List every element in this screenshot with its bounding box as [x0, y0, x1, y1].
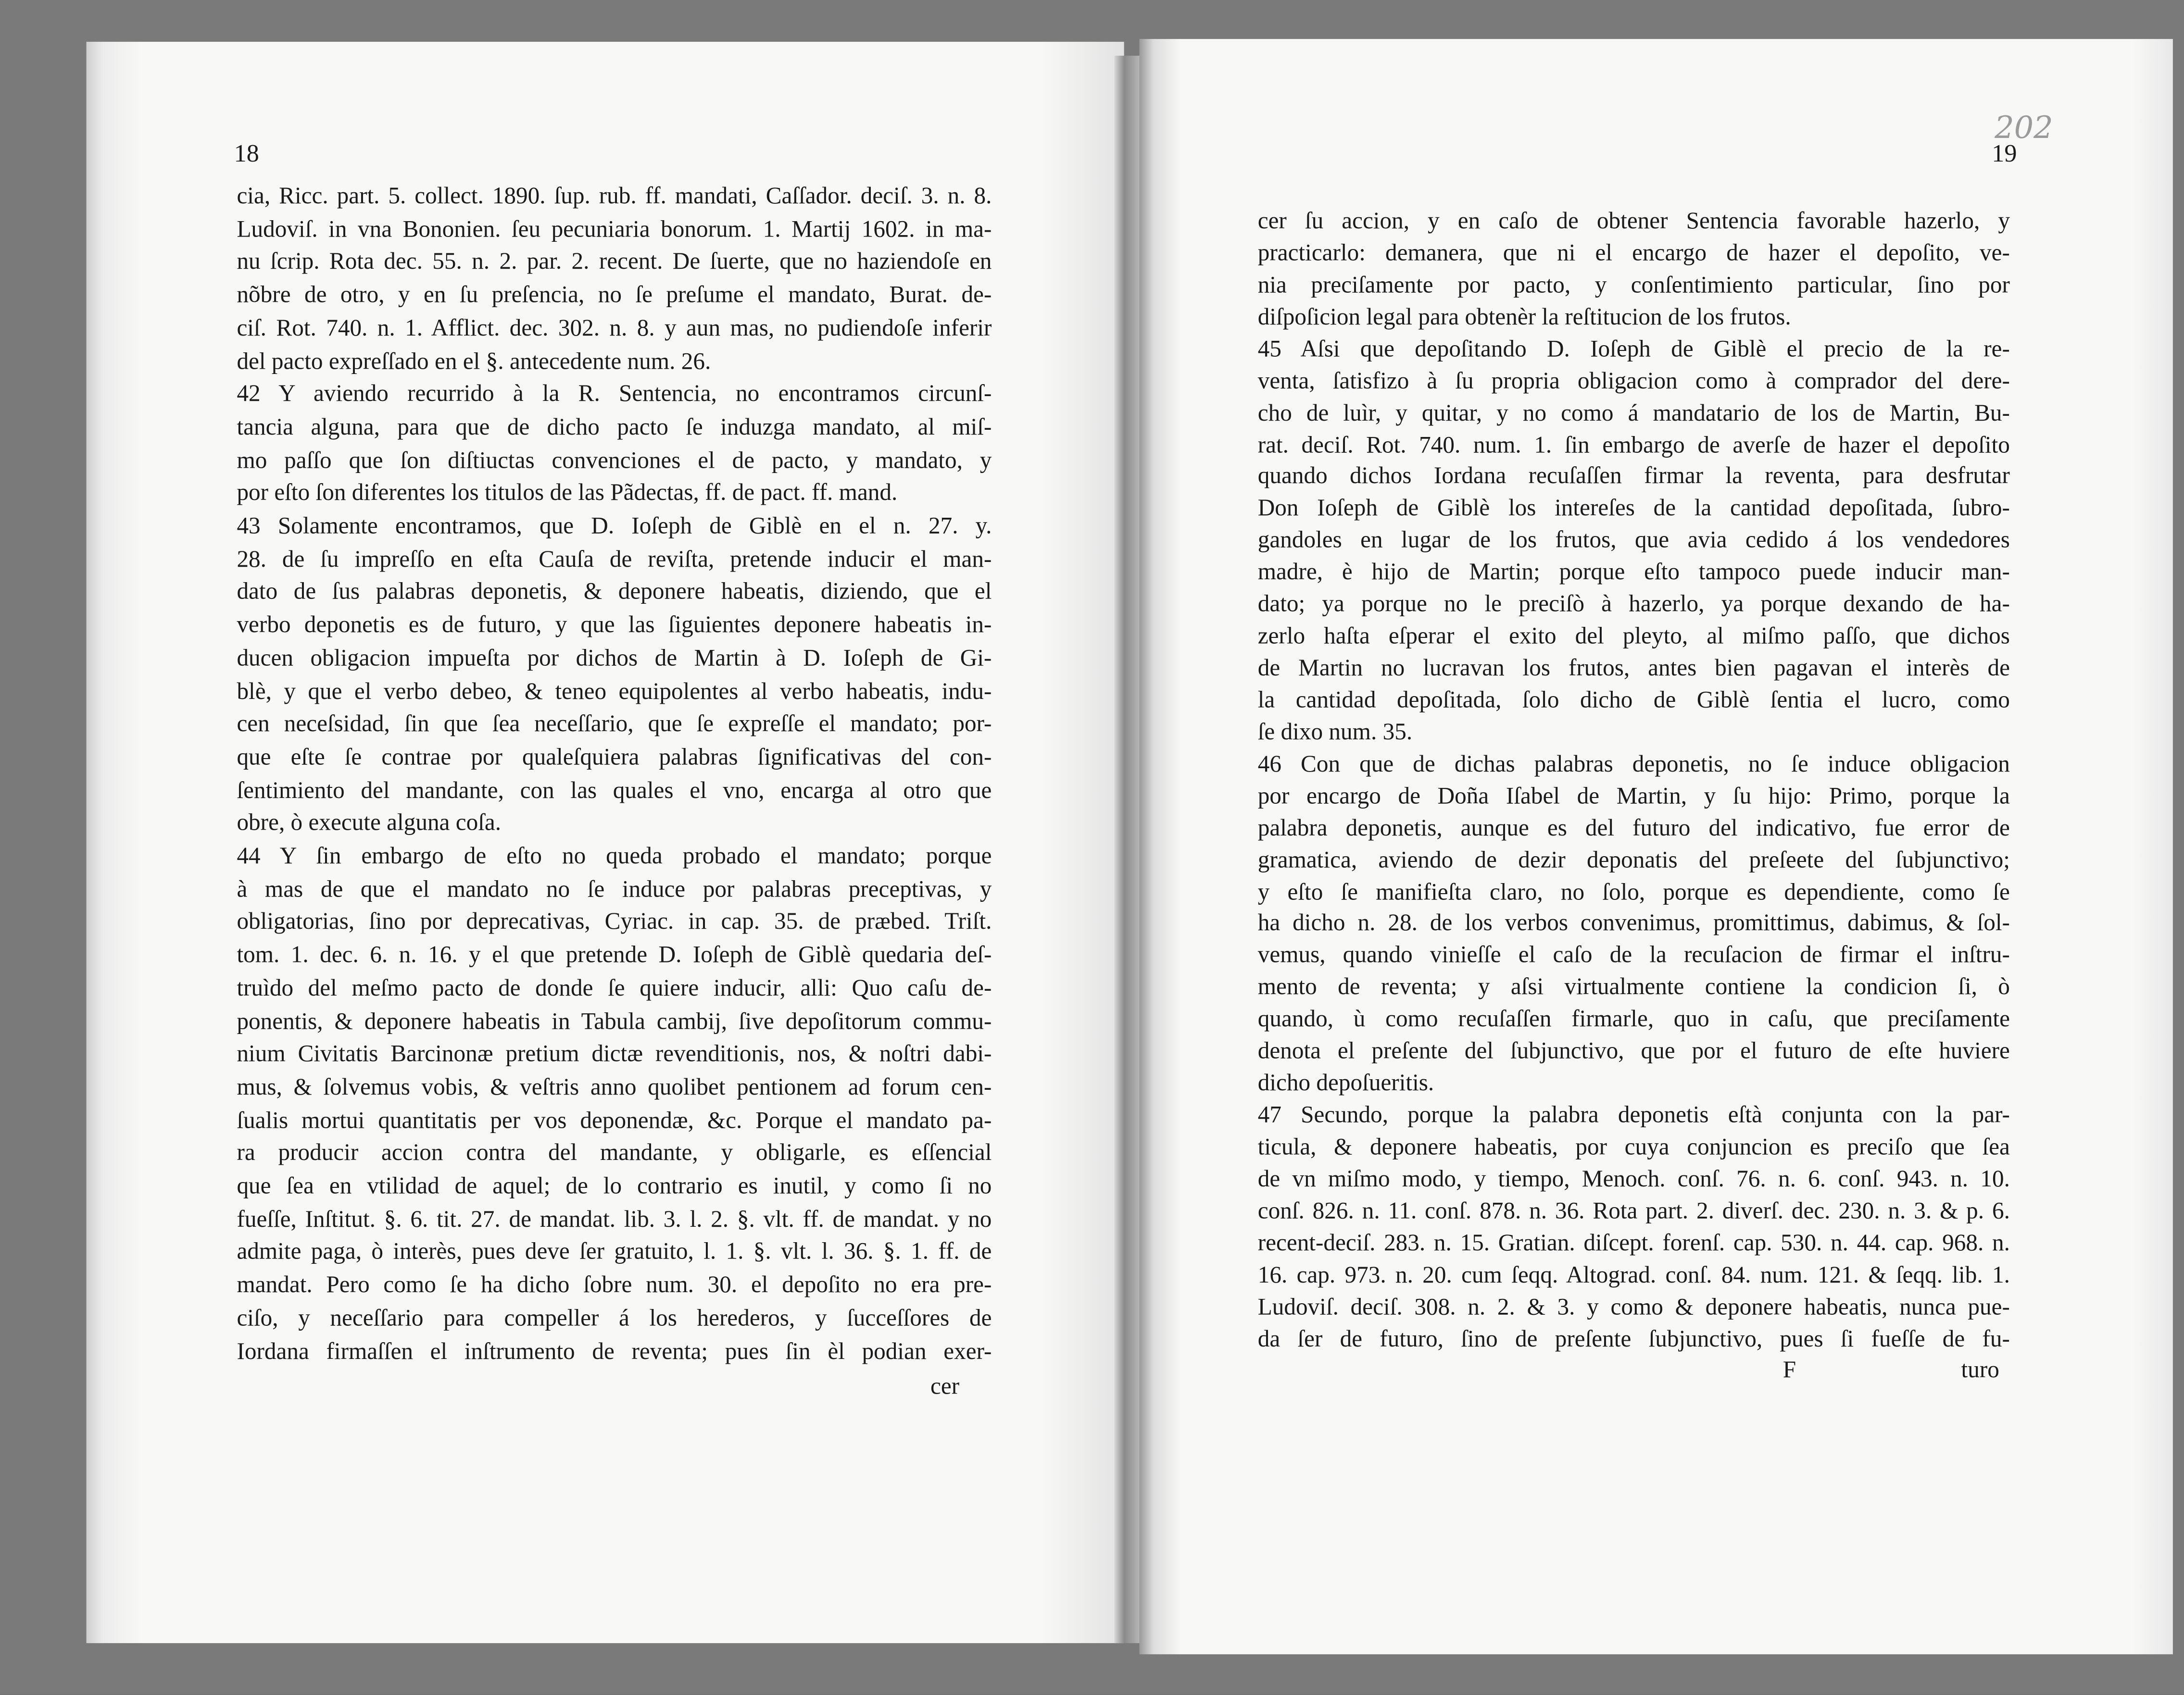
text-line: truìdo del meſmo pacto de donde ſe quiere inducir, alli: Quo caſu de-	[237, 974, 992, 1001]
book-gutter	[1114, 56, 1139, 1643]
text-line: cen neceſsidad, ſin que ſea neceſſario, que ſe expreſſe el mandato; por-	[237, 710, 992, 737]
text-line: ducen obligacion impueſta por dichos de Martin à D. Ioſeph de Gi-	[237, 644, 992, 671]
text-line: nia preciſamente por pacto, y conſentimiento particular, ſino por	[1257, 271, 2010, 298]
text-line: 46 Con que de dichas palabras deponetis, no ſe induce obligacion	[1257, 750, 2010, 777]
text-line: mus, & ſolvemus vobis, & veſtris anno quolibet pentionem ad forum cen-	[237, 1073, 992, 1100]
text-line: ra producir accion contra del mandante, y obligarle, es eſſencial	[237, 1139, 992, 1166]
text-line: ciſo, y neceſſario para compeller á los herederos, y ſucceſſores de	[237, 1304, 992, 1331]
text-line: tancia alguna, para que de dicho pacto ſe induzga mandato, al miſ-	[237, 413, 992, 440]
left-catchword: cer	[930, 1373, 960, 1400]
text-line: la cantidad depoſitada, ſolo dicho de Giblè ſentia el lucro, como	[1257, 686, 2010, 713]
text-line: mento de reventa; y aſsi virtualmente contiene la condicion ſi, ò	[1257, 973, 2010, 1000]
text-line: vemus, quando vinieſſe el caſo de la recuſacion de firmar el inſtru-	[1257, 942, 2010, 969]
text-line: denota el preſente del ſubjunctivo, que por el futuro de eſte huviere	[1257, 1037, 2010, 1064]
text-line: nõbre de otro, y en ſu preſencia, no ſe preſume el mandato, Burat. de-	[237, 281, 992, 308]
text-line: Ludoviſ. deciſ. 308. n. 2. & 3. y como & deponere habeatis, nunca pue-	[1257, 1293, 2010, 1320]
text-line: 42 Y aviendo recurrido à la R. Sentencia, no encontramos circunſ-	[237, 380, 992, 407]
text-line: que ſea en vtilidad de aquel; de lo contrario es inutil, y como ſi no	[237, 1172, 992, 1199]
text-line: venta, ſatisfizo à ſu propria obligacion como à comprador del dere-	[1257, 367, 2010, 394]
text-line: nium Civitatis Barcinonæ pretium dictæ revenditionis, nos, & noſtri dabi-	[237, 1040, 992, 1067]
text-line: y eſto ſe manifieſta claro, no ſolo, porque es dependiente, como ſe	[1257, 878, 2010, 905]
text-line: ciſ. Rot. 740. n. 1. Afflict. dec. 302. n. 8. y aun mas, no pudiendoſe inferir	[237, 314, 992, 341]
text-line: mandat. Pero como ſe ha dicho ſobre num. 30. el depoſito no era pre-	[237, 1271, 992, 1298]
text-line: ſe dixo num. 35.	[1257, 718, 1413, 745]
text-line: diſpoſicion legal para obtenèr la reſtitucion de los frutos.	[1257, 303, 1791, 330]
text-line: zerlo haſta eſperar el exito del pleyto, al miſmo paſſo, que dichos	[1257, 623, 2010, 649]
text-line: ſualis mortui quantitatis per vos deponendæ, &c. Porque el mandato pa-	[237, 1106, 992, 1133]
text-line: del pacto expreſſado en el §. antecedente num. 26.	[237, 347, 711, 374]
text-line: Iordana firmaſſen el inſtrumento de reventa; pues ſin èl podian exer-	[237, 1337, 992, 1364]
text-line: gramatica, aviendo de dezir deponatis del preſeete del ſubjunctivo;	[1257, 846, 2010, 873]
text-line: ticula, & deponere habeatis, por cuya conjuncion es preciſo que ſea	[1257, 1133, 2010, 1160]
signature-mark: F	[1782, 1356, 1796, 1383]
text-line: quando dichos Iordana recuſaſſen firmar la reventa, para desfrutar	[1257, 462, 2010, 490]
text-line: conſ. 826. n. 11. conſ. 878. n. 36. Rota part. 2. diverſ. dec. 230. n. 3. & p. 6.	[1257, 1197, 2010, 1224]
right-catchword: turo	[1961, 1356, 1999, 1383]
text-line: verbo deponetis es de futuro, y que las ſiguientes deponere habeatis in-	[237, 611, 992, 638]
text-line: obre, ò execute alguna coſa.	[237, 809, 502, 836]
text-line: 43 Solamente encontramos, que D. Ioſeph de Giblè en el n. 27. y.	[237, 512, 992, 539]
text-line: por eſto ſon diferentes los titulos de las Pãdectas, ff. de pact. ff. mand.	[237, 479, 898, 506]
text-line: mo paſſo que ſon diſtiuctas convenciones el de pacto, y mandato, y	[237, 446, 992, 473]
text-line: madre, è hijo de Martin; porque eſto tampoco puede inducir man-	[1257, 559, 2010, 586]
right-page-number: 19	[1992, 139, 2017, 167]
text-line: dato de ſus palabras deponetis, & deponere habeatis, diziendo, que el	[237, 578, 992, 605]
text-line: nu ſcrip. Rota dec. 55. n. 2. par. 2. recent. De ſuerte, que no haziendoſe en	[237, 248, 992, 275]
left-page-number: 18	[234, 139, 259, 167]
text-line: 16. cap. 973. n. 20. cum ſeqq. Altograd. conſ. 84. num. 121. & ſeqq. lib. 1.	[1257, 1261, 2010, 1288]
text-line: recent-deciſ. 283. n. 15. Gratian. diſcept. forenſ. cap. 530. n. 44. cap. 968. n.	[1257, 1229, 2010, 1256]
text-line: dato; ya porque no le preciſò à hazerlo, ya porque dexando de ha-	[1257, 590, 2010, 617]
text-line: ſentimiento del mandante, con las quales el vno, encarga al otro que	[237, 776, 992, 803]
text-line: dicho depoſueritis.	[1257, 1069, 1434, 1097]
text-line: 47 Secundo, porque la palabra deponetis eſtà conjunta con la par-	[1257, 1101, 2010, 1128]
text-line: admite paga, ò interès, pues deve ſer gratuito, l. 1. §. vlt. l. 36. §. 1. ff. de	[237, 1238, 992, 1265]
text-line: cia, Ricc. part. 5. collect. 1890. ſup. rub. ff. mandati, Caſſador. deciſ. 3. n. 8.	[237, 182, 992, 209]
text-line: rat. deciſ. Rot. 740. num. 1. ſin embargo de averſe de hazer el depoſito	[1257, 431, 2010, 458]
text-line: fueſſe, Inſtitut. §. 6. tit. 27. de mandat. lib. 3. l. 2. §. vlt. ff. de mandat. y no	[237, 1205, 992, 1232]
text-line: Ludoviſ. in vna Bononien. ſeu pecuniaria bonorum. 1. Martij 1602. in ma-	[237, 215, 992, 242]
text-line: palabra deponetis, aunque es del futuro del indicativo, fue error de	[1257, 814, 2010, 841]
text-line: quando, ù como recuſaſſen firmarle, quo in caſu, que preciſamente	[1257, 1006, 2010, 1033]
handwritten-folio-number: 202	[1995, 111, 2053, 147]
text-line: à mas de que el mandato no ſe induce por palabras preceptivas, y	[237, 875, 992, 902]
text-line: 44 Y ſin embargo de eſto no queda probado el mandato; porque	[237, 842, 992, 869]
text-line: ha dicho n. 28. de los verbos convenimus, promittimus, dabimus, & ſol-	[1257, 910, 2010, 936]
text-line: obligatorias, ſino por deprecativas, Cyriac. in cap. 35. de præbed. Triſt.	[237, 908, 992, 935]
text-line: practicarlo: demanera, que ni el encargo de hazer el depoſito, ve-	[1257, 239, 2010, 266]
text-line: cer ſu accion, y en caſo de obtener Sentencia favorable hazerlo, y	[1257, 207, 2010, 234]
text-line: Don Ioſeph de Giblè los intereſes de la cantidad depoſitada, ſubro-	[1257, 495, 2010, 522]
text-line: 45 Aſsi que depoſitando D. Ioſeph de Giblè el precio de la re-	[1257, 335, 2010, 362]
text-line: gandoles en lugar de los frutos, que avia cedido á los vendedores	[1257, 526, 2010, 553]
text-line: cho de luìr, y quitar, y no como á mandatario de los de Martin, Bu-	[1257, 399, 2010, 426]
text-line: da ſer de futuro, ſino de preſente ſubjunctivo, pues ſi fueſſe de fu-	[1257, 1325, 2010, 1352]
text-line: por encargo de Doña Iſabel de Martin, y ſu hijo: Primo, porque la	[1257, 782, 2010, 809]
text-line: tom. 1. dec. 6. n. 16. y el que pretende D. Ioſeph de Giblè quedaria deſ-	[237, 941, 992, 968]
text-line: ponentis, & deponere habeatis in Tabula cambij, ſive depoſitorum commu-	[237, 1007, 992, 1034]
text-line: de vn miſmo modo, y tiempo, Menoch. conſ. 76. n. 6. conſ. 943. n. 10.	[1257, 1165, 2010, 1192]
text-line: blè, y que el verbo debeo, & teneo equipolentes al verbo habeatis, indu-	[237, 677, 992, 704]
text-line: que eſte ſe contrae por qualeſquiera palabras ſignificativas del con-	[237, 743, 992, 770]
text-line: de Martin no lucravan los frutos, antes bien pagavan el interès de	[1257, 654, 2010, 681]
text-line: 28. de ſu impreſſo en eſta Cauſa de reviſta, pretende inducir el man-	[237, 545, 992, 572]
